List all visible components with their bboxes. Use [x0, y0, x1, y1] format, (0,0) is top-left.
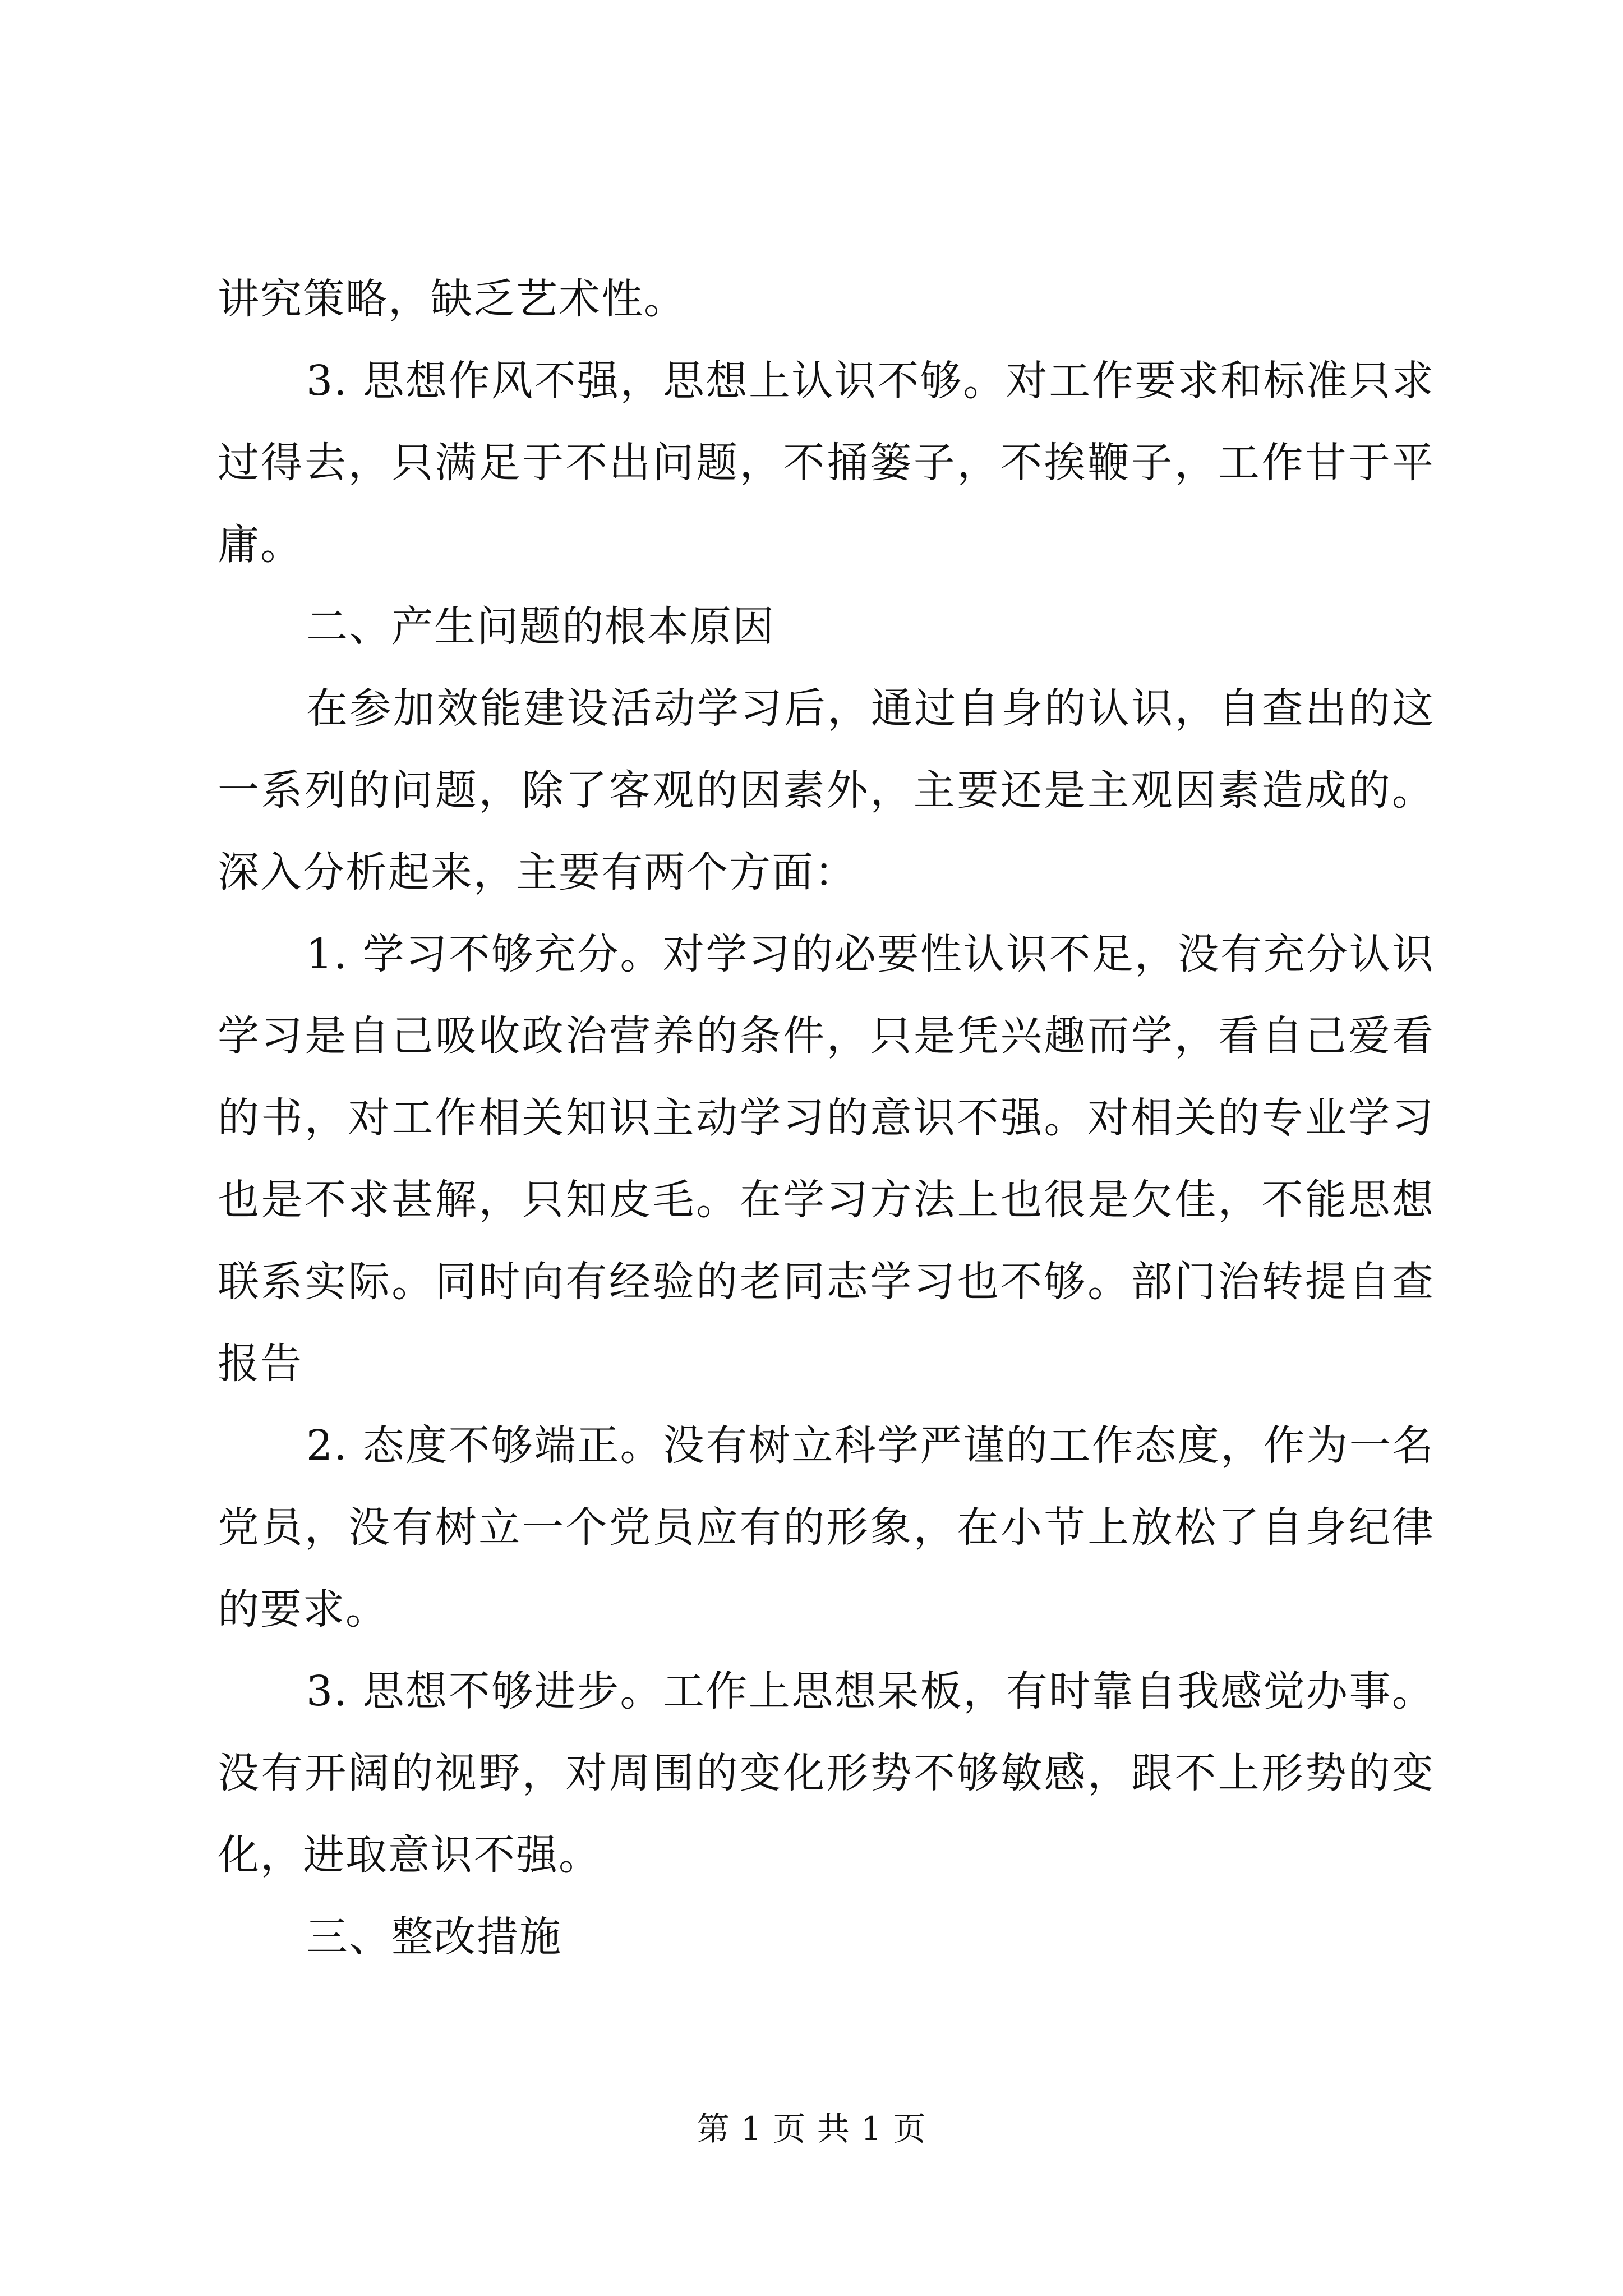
paragraph-point-3-work-style: 3. 思想作风不强，思想上认识不够。对工作要求和标准只求过得去，只满足于不出问题，不捅篓子，不挨鞭子，工作甘于平庸。 — [218, 357, 1435, 569]
section-heading-rectification: 三、整改措施 — [306, 1913, 562, 1961]
document-body — [218, 258, 1435, 1978]
paragraph-cause-1-study: 1. 学习不够充分。对学习的必要性认识不足，没有充分认识学习是自己吸收政治营养的条件，只是凭兴趣而学，看自己爱看的书，对工作相关知识主动学习的意识不强。对相关的专业学习也是不求甚解，只知皮毛。在学习方法上也很是欠佳，不能思想联系实际。同时向有经验的老同志学习也不够。部门治转提自查报告 — [218, 930, 1435, 1388]
paragraph-continuation: 讲究策略，缺乏艺术性。 — [218, 275, 686, 323]
section-heading-root-causes: 二、产生问题的根本原因 — [306, 602, 775, 651]
paragraph-root-causes-intro: 在参加效能建设活动学习后，通过自身的认识，自查出的这一系列的问题，除了客观的因素外，主要还是主观因素造成的。深入分析起来，主要有两个方面： — [218, 684, 1435, 896]
page-footer: 第 1 页 共 1 页 — [697, 2110, 926, 2148]
paragraph-cause-3-thinking: 3. 思想不够进步。工作上思想呆板，有时靠自我感觉办事。没有开阔的视野，对周围的变化形势不够敏感，跟不上形势的变化，进取意识不强。 — [218, 1667, 1435, 1879]
paragraph-cause-2-attitude: 2. 态度不够端正。没有树立科学严谨的工作态度，作为一名党员，没有树立一个党员应有的形象，在小节上放松了自身纪律的要求。 — [218, 1421, 1435, 1634]
